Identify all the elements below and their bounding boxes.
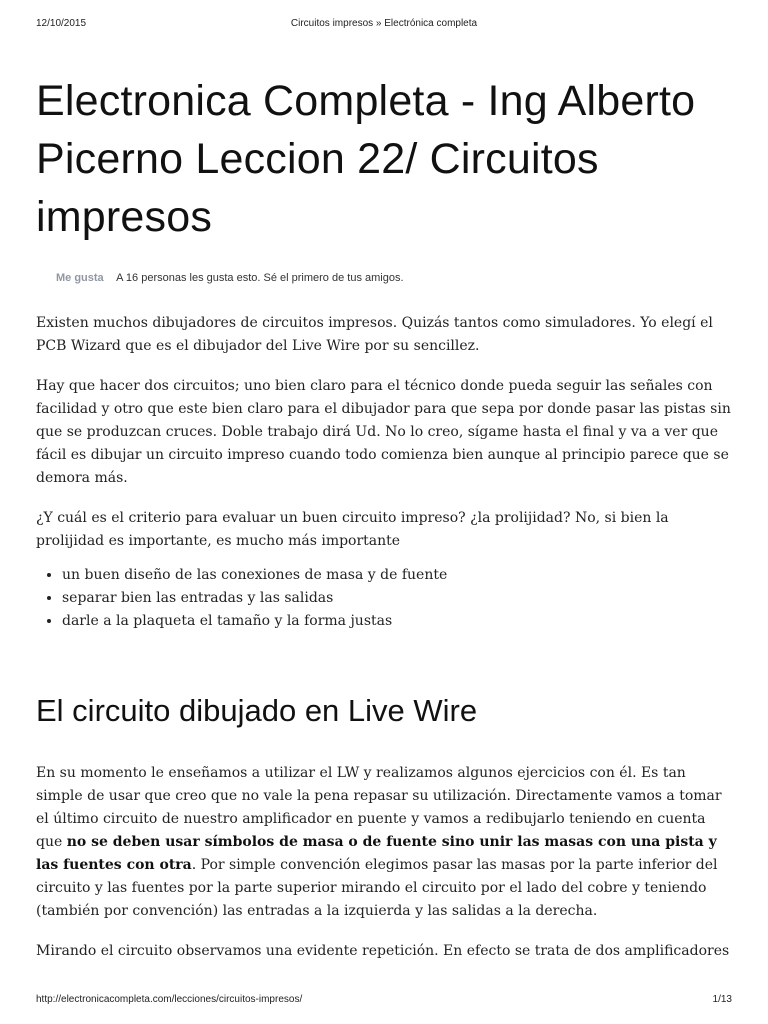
paragraph: Existen muchos dibujadores de circuitos impresos. Quizás tantos como simuladores. Yo elegí el PCB Wizard que es el dibujador del Live Wire por su sencillez.: [36, 315, 713, 354]
list-item: • darle a la plaqueta el tamaño y la forma justas: [62, 610, 736, 633]
print-header: [0, 18, 768, 32]
print-date: 12/10/2015: [36, 18, 87, 29]
like-count-text: A 16 personas les gusta esto. Sé el primero de tus amigos.: [116, 272, 404, 284]
like-button[interactable]: Me gusta: [56, 272, 104, 284]
section-title: El circuito dibujado en Live Wire: [36, 693, 478, 728]
paragraph: Hay que hacer dos circuitos; uno bien claro para el técnico donde pueda seguir las señales con facilidad y otro que este bien claro para el dibujador para que sepa por donde pasar las pistas sin que se produzcan cruces. Doble trabajo dirá Ud. No lo creo, sígame hasta el final y va a ver que fácil es dibujar un circuito impreso cuando todo comienza bien aunque al principio parece que se demora más.: [36, 378, 731, 486]
paragraph-bold-text: no se deben usar símbolos de masa o de fuente sino unir las masas con una pista y las fuentes con otra: [36, 834, 717, 873]
print-footer: [0, 994, 768, 1008]
paragraph-text: . Por simple convención elegimos pasar las masas por la parte inferior del circuito y las fuentes por la parte superior mirando el circuito por el lado del cobre y teniendo (también por convención) las entradas a la izquierda y las salidas a la derecha.: [36, 857, 718, 919]
list-item: • separar bien las entradas y las salidas: [62, 587, 736, 610]
paragraph-text: En su momento le enseñamos a utilizar el LW y realizamos algunos ejercicios con él. Es tan simple de usar que creo que no vale la pena repasar su utilización. Directamente vamos a tomar el último circuito de nuestro amplificador en puente y vamos a redibujarlo teniendo en cuenta que: [36, 765, 722, 850]
paragraph: ¿Y cuál es el criterio para evaluar un buen circuito impreso? ¿la prolijidad? No, si bien la prolijidad es importante, es mucho más importante: [36, 510, 669, 549]
article: [36, 72, 736, 963]
paragraph: Mirando el circuito observamos una evidente repetición. En efecto se trata de dos amplificadores: [36, 943, 730, 959]
page-number: 1/13: [712, 994, 732, 1005]
list-item: • un buen diseño de las conexiones de masa y de fuente: [62, 564, 736, 587]
criteria-list: [36, 564, 736, 633]
page-title: Electronica Completa - Ing Alberto Picerno Leccion 22/ Circuitos impresos: [36, 77, 696, 241]
print-page-title: Circuitos impresos » Electrónica completa: [290, 18, 478, 29]
facebook-like-bar: [56, 272, 736, 292]
paragraph: [36, 762, 736, 923]
page-url: http://electronicacompleta.com/lecciones/circuitos-impresos/: [36, 994, 303, 1005]
article-body: [36, 312, 736, 963]
